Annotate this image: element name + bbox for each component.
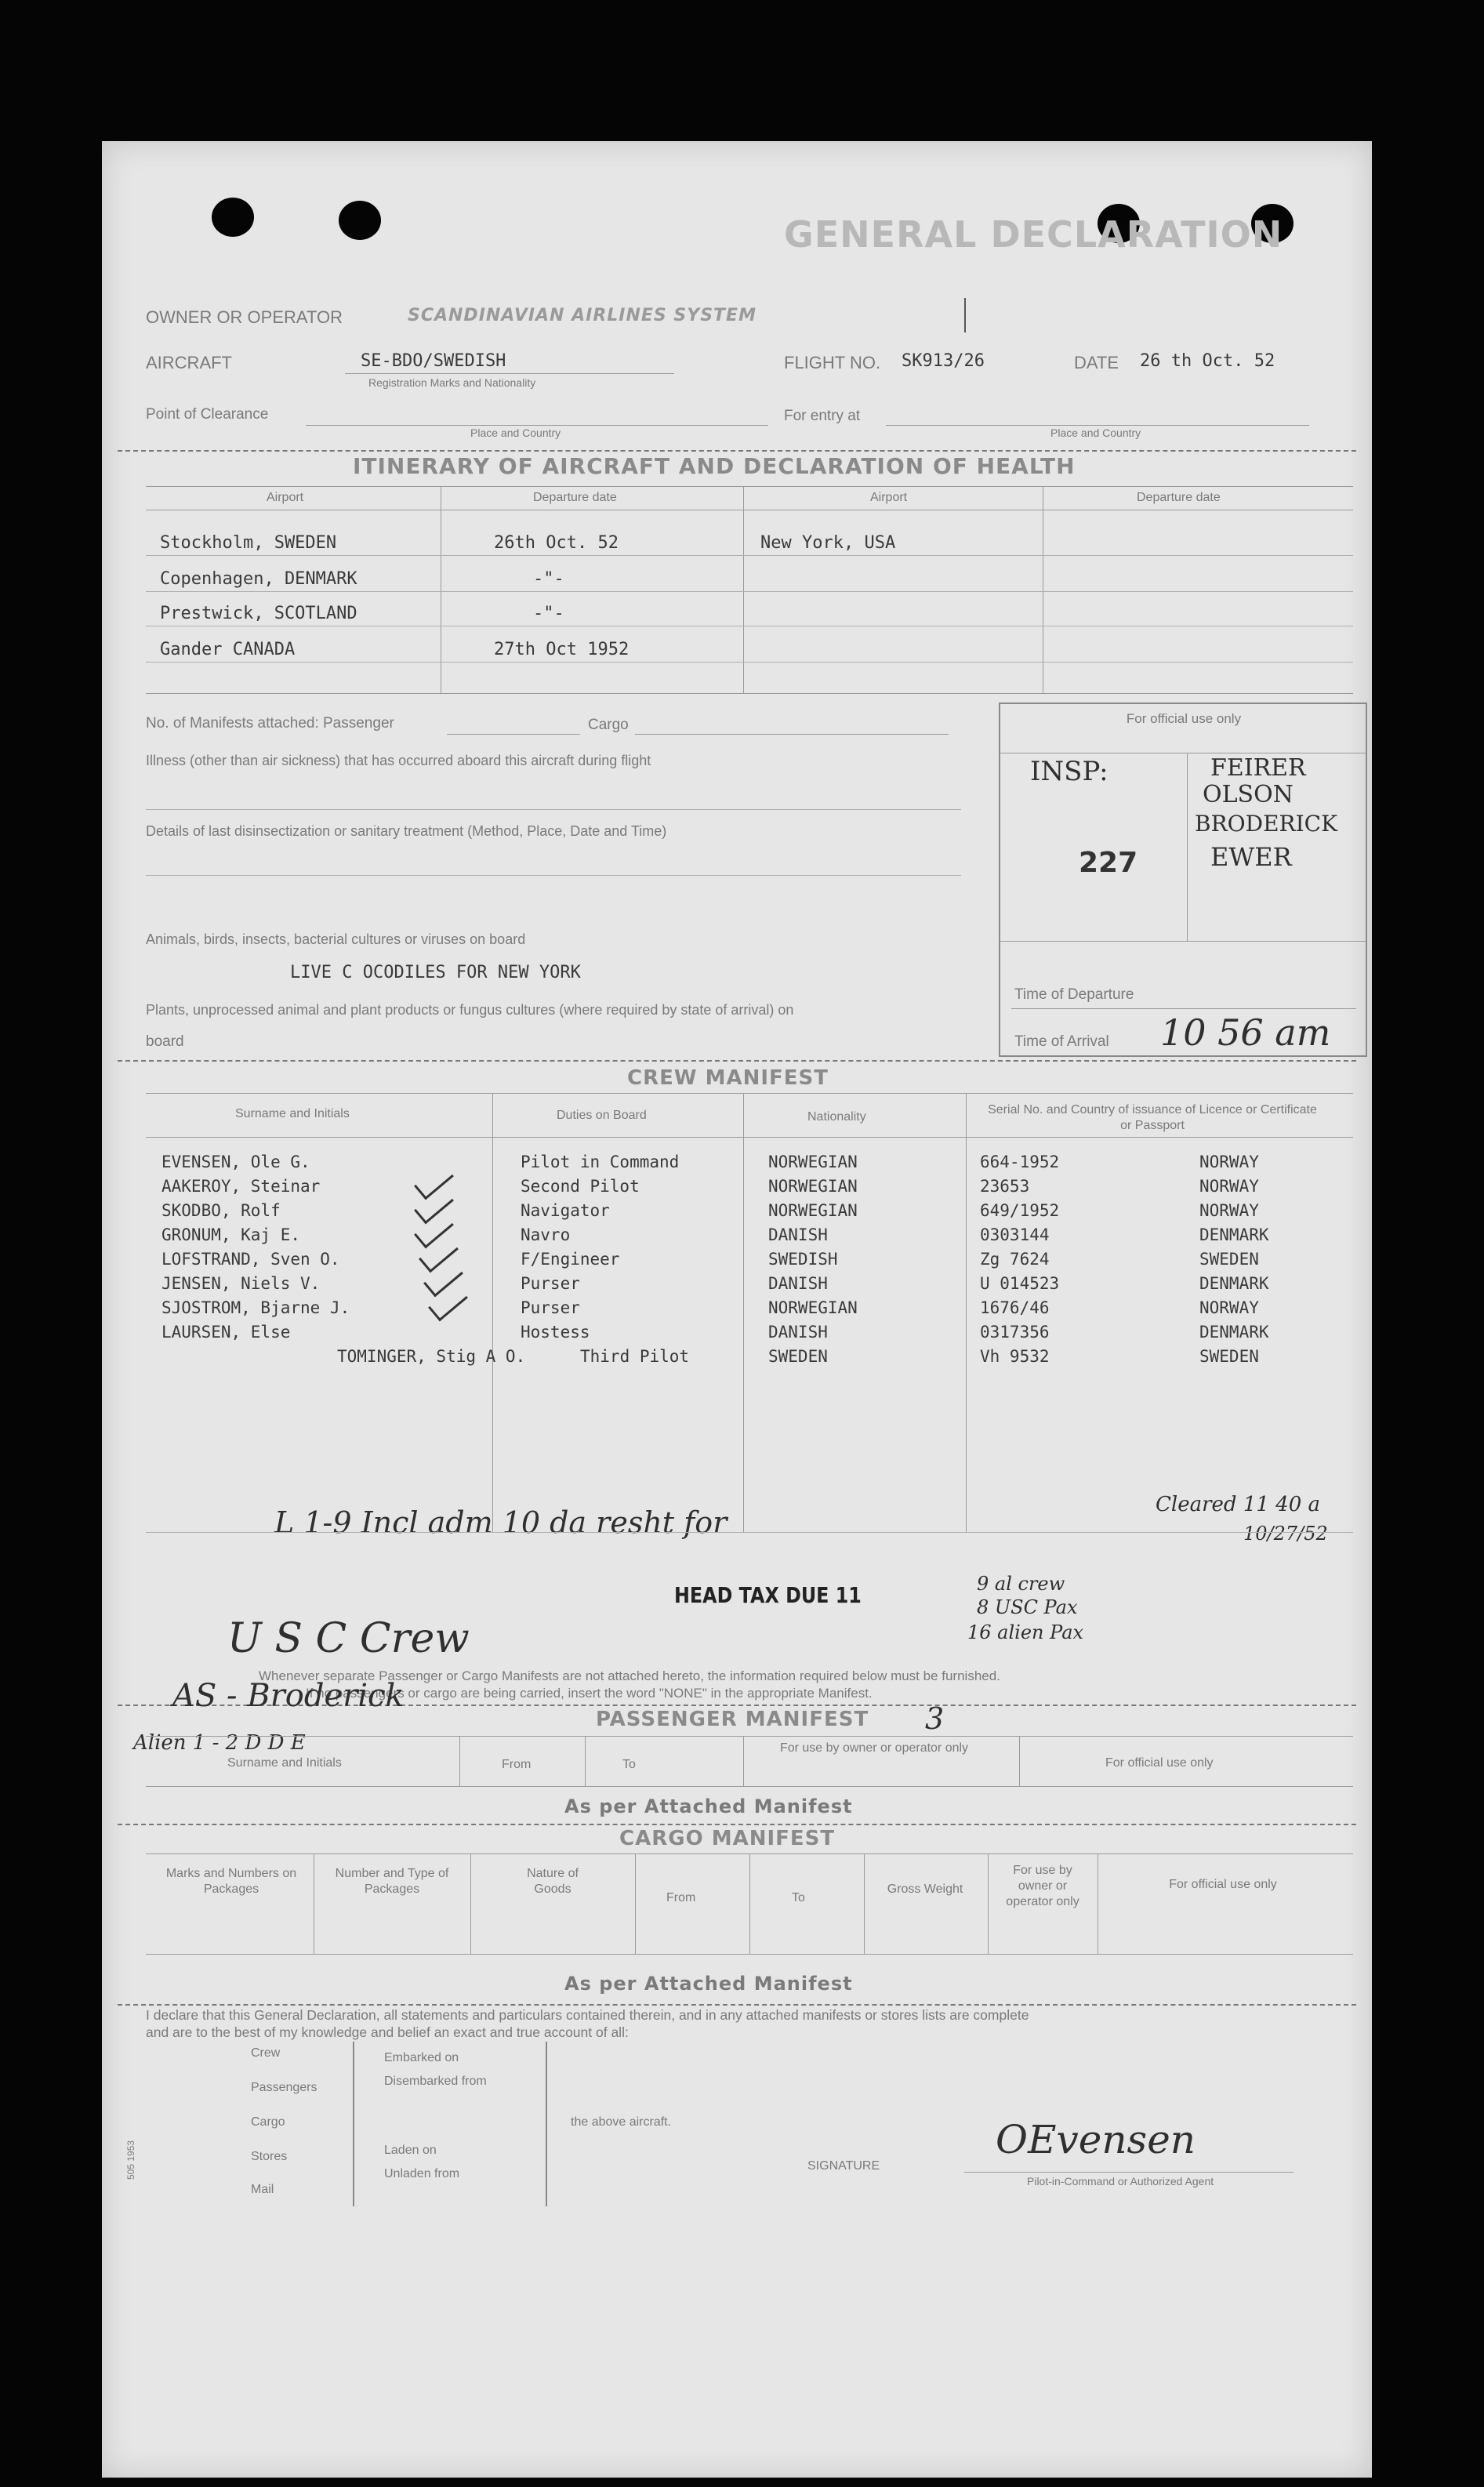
cargo-attached: As per Attached Manifest (564, 1973, 853, 1995)
itinerary-col-airport-2: Airport (870, 491, 908, 504)
aircraft-sub: Registration Marks and Nationality (368, 376, 536, 389)
usc-crew-note: U S C Crew (227, 1615, 470, 1662)
cargo-col-to: To (792, 1891, 805, 1904)
inspector-name: OLSON (1203, 781, 1294, 808)
crew-col-serial: Serial No. and Country of issuance of Licence or Certificate or Passport (988, 1103, 1317, 1132)
disembarked-label: Disembarked from (384, 2075, 487, 2088)
crew-country: NORWAY (1199, 1177, 1259, 1196)
crew-nationality: SWEDEN (768, 1347, 828, 1366)
itinerary-col-departure: Departure date (533, 491, 617, 504)
crew-serial: U 014523 (980, 1274, 1060, 1293)
unladen-label: Unladen from (384, 2167, 460, 2180)
itinerary-col-departure-2: Departure date (1137, 491, 1221, 504)
declaration-item: Mail (251, 2183, 274, 2196)
crew-nationality: DANISH (768, 1225, 828, 1244)
declaration-text-2: and are to the best of my knowledge and belief an exact and true account of all: (146, 2024, 629, 2040)
cargo-heading: CARGO MANIFEST (619, 1827, 836, 1850)
cargo-col-marks: Marks and Numbers on Packages (165, 1867, 297, 1896)
crew-duty: Hostess (521, 1323, 590, 1342)
itinerary-date: -"- (533, 604, 564, 623)
passenger-attached: As per Attached Manifest (564, 1795, 853, 1817)
official-use-heading: For official use only (1126, 711, 1242, 726)
clearance-sub: Place and Country (470, 427, 561, 439)
crew-duty: Navro (521, 1225, 571, 1244)
crew-serial: Vh 9532 (980, 1347, 1050, 1366)
crew-serial: 664-1952 (980, 1153, 1060, 1171)
signature-value: OEvensen (996, 2117, 1196, 2162)
passenger-heading: PASSENGER MANIFEST (596, 1708, 869, 1731)
passenger-col-name: Surname and Initials (227, 1756, 342, 1770)
declaration-item: Crew (251, 2046, 281, 2060)
crew-nationality: NORWEGIAN (768, 1201, 858, 1220)
passenger-col-to: To (622, 1758, 636, 1771)
itinerary-airport: Stockholm, SWEDEN (160, 533, 337, 553)
crew-col-duties: Duties on Board (557, 1109, 647, 1122)
crew-name: AAKEROY, Steinar (161, 1177, 321, 1196)
inspector-label: INSP: (1030, 756, 1108, 787)
usc-pax-note: 8 USC Pax (977, 1596, 1078, 1618)
crew-nationality: DANISH (768, 1274, 828, 1293)
entry-label: For entry at (784, 408, 861, 424)
crew-col-name: Surname and Initials (235, 1107, 350, 1120)
itinerary-airport: Prestwick, SCOTLAND (160, 604, 357, 623)
clearance-date: 10/27/52 (1243, 1523, 1328, 1545)
crew-name: GRONUM, Kaj E. (161, 1225, 301, 1244)
plants-label: Plants, unprocessed animal and plant products or fungus cultures (where required by state of arrival) on (146, 1002, 794, 1018)
clearance-label: Point of Clearance (146, 406, 269, 423)
crew-name: JENSEN, Niels V. (161, 1274, 321, 1293)
crew-duty: Second Pilot (521, 1177, 640, 1196)
crew-country: DENMARK (1199, 1323, 1269, 1342)
cargo-col-official: For official use only (1169, 1878, 1277, 1891)
inspector-name: FEIRER (1210, 754, 1306, 782)
crew-footnote-1: Whenever separate Passenger or Cargo Manifests are not attached hereto, the information required below must be furnished. (259, 1668, 1000, 1683)
laden-label: Laden on (384, 2144, 437, 2157)
form-code: 505 1953 (125, 2140, 136, 2180)
animals-label: Animals, birds, insects, bacterial cultures or viruses on board (146, 931, 526, 947)
passenger-col-from: From (502, 1758, 532, 1771)
itinerary-heading: ITINERARY OF AIRCRAFT AND DECLARATION OF HEALTH (353, 453, 1076, 479)
manifests-label: No. of Manifests attached: Passenger (146, 715, 394, 732)
crew-name: EVENSEN, Ole G. (161, 1153, 310, 1171)
crew-nationality: DANISH (768, 1323, 828, 1342)
cargo-col-owner: For use by owner or operator only (1006, 1864, 1079, 1908)
crew-nationality: NORWEGIAN (768, 1177, 858, 1196)
arrival-time-label: Time of Arrival (1014, 1033, 1109, 1050)
crew-country: SWEDEN (1199, 1347, 1259, 1366)
signature-label: SIGNATURE (807, 2159, 880, 2173)
passenger-col-official: For official use only (1105, 1756, 1214, 1770)
passenger-hand-number: 3 (925, 1701, 945, 1736)
itinerary-destination: New York, USA (760, 533, 896, 553)
declaration-item: Cargo (251, 2115, 285, 2129)
disinsect-label: Details of last disinsectization or sanitary treatment (Method, Place, Date and Time) (146, 823, 667, 839)
animals-value: LIVE C OCODILES FOR NEW YORK (290, 963, 581, 982)
itinerary-airport: Gander CANADA (160, 640, 296, 659)
crew-heading: CREW MANIFEST (627, 1066, 829, 1090)
cargo-col-nature: Nature of Goods (527, 1867, 579, 1896)
date-label: DATE (1074, 353, 1119, 372)
crew-duty: Pilot in Command (521, 1153, 680, 1171)
declaration-item: Stores (251, 2150, 288, 2163)
crew-name: SJOSTROM, Bjarne J. (161, 1298, 350, 1317)
crew-duty: Purser (521, 1298, 580, 1317)
crew-serial: 649/1952 (980, 1201, 1060, 1220)
signature-sub: Pilot-in-Command or Authorized Agent (1027, 2175, 1214, 2187)
itinerary-date: -"- (533, 569, 564, 589)
crew-country: DENMARK (1199, 1225, 1269, 1244)
crew-name: LOFSTRAND, Sven O. (161, 1250, 340, 1269)
owner-value: SCANDINAVIAN AIRLINES SYSTEM (408, 306, 757, 325)
cargo-col-number: Number and Type of Packages (335, 1867, 449, 1896)
punch-hole (212, 198, 254, 237)
crew-country: NORWAY (1199, 1153, 1259, 1171)
inspector-name: BRODERICK (1195, 811, 1337, 837)
flight-label: FLIGHT NO. (784, 353, 881, 372)
crew-name: LAURSEN, Else (161, 1323, 291, 1342)
crew-serial: 0303144 (980, 1225, 1050, 1244)
crew-country: NORWAY (1199, 1201, 1259, 1220)
cargo-col-from: From (666, 1891, 696, 1904)
head-tax-stamp: HEAD TAX DUE 11 (674, 1582, 862, 1608)
crew-name: TOMINGER, Stig A O. (337, 1347, 526, 1366)
flight-value: SK913/26 (902, 351, 985, 371)
arrival-time-value: 10 56 am (1160, 1011, 1331, 1054)
crew-nationality: NORWEGIAN (768, 1298, 858, 1317)
crew-nationality: NORWEGIAN (768, 1153, 858, 1171)
owner-divider (964, 298, 966, 332)
punch-hole (339, 201, 381, 240)
itinerary-date: 26th Oct. 52 (494, 533, 619, 553)
crew-country: SWEDEN (1199, 1250, 1259, 1269)
general-declaration-form (102, 141, 1372, 2478)
inspector-name: EWER (1210, 842, 1292, 872)
declaration-item: Passengers (251, 2081, 317, 2094)
form-title: GENERAL DECLARATION (784, 213, 1283, 256)
above-aircraft-label: the above aircraft. (571, 2115, 672, 2129)
passenger-hand-note: AS - Broderick (172, 1678, 405, 1714)
passenger-hand-note: Alien 1 - 2 D D E (133, 1731, 306, 1755)
crew-serial: 0317356 (980, 1323, 1050, 1342)
entry-sub: Place and Country (1050, 427, 1141, 439)
crew-serial: 1676/46 (980, 1298, 1050, 1317)
official-number: 227 (1079, 847, 1138, 879)
clearance-note: Cleared 11 40 a (1156, 1493, 1321, 1516)
crew-nationality: SWEDISH (768, 1250, 838, 1269)
crew-duty: Purser (521, 1274, 580, 1293)
board-label: board (146, 1033, 184, 1050)
date-value: 26 th Oct. 52 (1140, 351, 1275, 371)
crew-serial: 23653 (980, 1177, 1030, 1196)
crew-country: DENMARK (1199, 1274, 1269, 1293)
aircraft-value: SE-BDO/SWEDISH (361, 351, 506, 371)
aircraft-label: AIRCRAFT (146, 353, 232, 372)
crew-duty: Navigator (521, 1201, 610, 1220)
crew-country: NORWAY (1199, 1298, 1259, 1317)
itinerary-airport: Copenhagen, DENMARK (160, 569, 357, 589)
crew-col-nationality: Nationality (807, 1110, 866, 1124)
declaration-text-1: I declare that this General Declaration, all statements and particulars contained therein, and in any attached manifests or stores lists are complete (146, 2007, 1029, 2023)
itinerary-col-airport: Airport (267, 491, 304, 504)
embarked-label: Embarked on (384, 2051, 459, 2064)
owner-label: OWNER OR OPERATOR (146, 307, 343, 327)
cargo-col-weight: Gross Weight (887, 1882, 963, 1896)
itinerary-date: 27th Oct 1952 (494, 640, 630, 659)
crew-duty: Third Pilot (580, 1347, 690, 1366)
passenger-col-owner: For use by owner or operator only (779, 1741, 969, 1755)
crew-name: SKODBO, Rolf (161, 1201, 281, 1220)
cargo-label: Cargo (588, 717, 629, 733)
illness-label: Illness (other than air sickness) that has occurred aboard this aircraft during flight (146, 753, 651, 768)
departure-time-label: Time of Departure (1014, 986, 1134, 1003)
crew-count-note: 9 al crew (977, 1573, 1065, 1595)
crew-serial: Zg 7624 (980, 1250, 1050, 1269)
alien-pax-note: 16 alien Pax (967, 1621, 1084, 1643)
crew-footnote-2: If no passengers or cargo are being carried, insert the word "NONE" in the appropriate Manifest. (306, 1686, 873, 1701)
crew-duty: F/Engineer (521, 1250, 620, 1269)
crew-handwritten-note: L 1-9 Incl adm 10 da resht for (274, 1505, 727, 1540)
